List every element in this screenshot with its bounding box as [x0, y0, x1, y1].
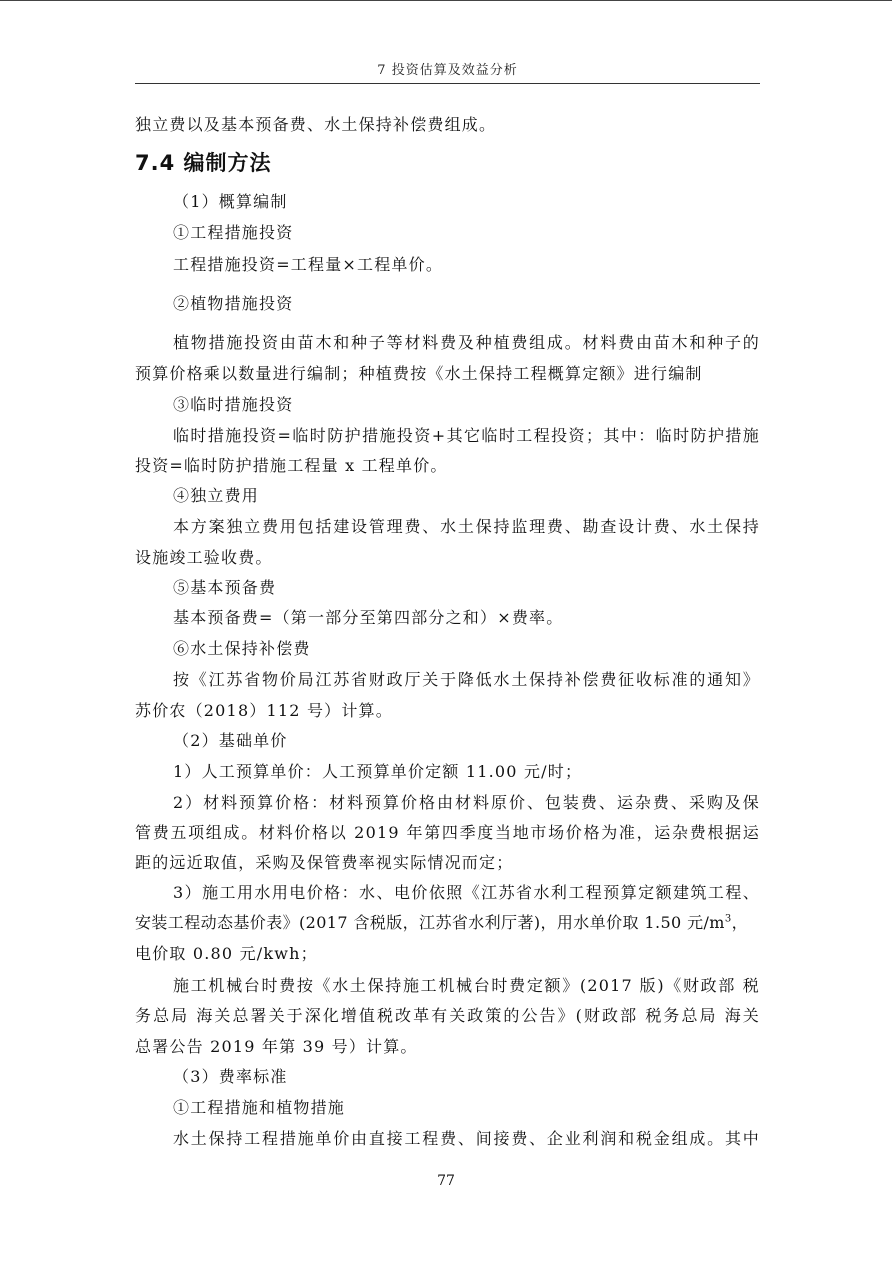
body-line: 1）人工预算单价：人工预算单价定额 11.00 元/时； [173, 762, 583, 781]
body-line: 设施竣工验收费。 [135, 548, 273, 567]
running-header: 7 投资估算及效益分析 [377, 63, 518, 78]
body-line: 3）施工用水用电价格：水、电价依照《江苏省水利工程预算定额建筑工程、 [173, 883, 760, 902]
superscript: 3 [724, 913, 732, 925]
body-line: 施工机械台时费按《水土保持施工机械台时费定额》(2017 版)《财政部 税 [173, 976, 760, 995]
body-line: 独立费以及基本预备费、水土保持补偿费组成。 [135, 115, 497, 134]
item-heading: ①工程措施和植物措施 [173, 1098, 346, 1117]
item-heading: ⑥水土保持补偿费 [173, 639, 311, 658]
body-line: 基本预备费=（第一部分至第四部分之和）×费率。 [173, 608, 564, 627]
body-line: 本方案独立费用包括建设管理费、水土保持监理费、勘查设计费、水土保持 [173, 517, 760, 536]
body-line: 2）材料预算价格：材料预算价格由材料原价、包装费、运杂费、采购及保 [173, 793, 760, 812]
item-heading: ③临时措施投资 [173, 395, 294, 414]
page-number: 77 [437, 1173, 455, 1189]
subheading-line: （3）费率标准 [173, 1067, 288, 1086]
item-heading: ①工程措施投资 [173, 223, 294, 242]
section-heading: 7.4 编制方法 [135, 151, 272, 175]
body-line: 投资=临时防护措施工程量 x 工程单价。 [135, 456, 448, 475]
body-line: 距的远近取值，采购及保管费率视实际情况而定； [135, 853, 514, 872]
top-border [0, 0, 892, 1]
body-line-text: 安装工程动态基价表》(2017 含税版，江苏省水利厅著)，用水单价取 1.50 元/m [135, 913, 725, 932]
body-line: 水土保持工程措施单价由直接工程费、间接费、企业利润和税金组成。其中 [173, 1129, 760, 1148]
item-heading: ②植物措施投资 [173, 294, 294, 313]
body-line: 预算价格乘以数量进行编制；种植费按《水土保持工程概算定额》进行编制 [135, 364, 703, 383]
body-line-text: ， [731, 913, 749, 932]
body-line: 植物措施投资由苗木和种子等材料费及种植费组成。材料费由苗木和种子的 [173, 333, 760, 352]
body-line: 工程措施投资=工程量×工程单价。 [173, 255, 444, 274]
subheading-line: （2）基础单价 [173, 731, 288, 750]
body-line: 务总局 海关总署关于深化增值税改革有关政策的公告》(财政部 税务总局 海关 [135, 1006, 760, 1025]
body-line: 管费五项组成。材料价格以 2019 年第四季度当地市场价格为准，运杂费根据运 [135, 823, 760, 842]
body-line [135, 913, 748, 933]
body-line: 临时措施投资=临时防护措施投资+其它临时工程投资；其中：临时防护措施 [173, 426, 760, 445]
subheading-line: （1）概算编制 [173, 192, 288, 211]
body-line: 苏价农（2018）112 号）计算。 [135, 701, 393, 720]
body-line: 电价取 0.80 元/kwh； [135, 944, 318, 963]
body-line: 按《江苏省物价局江苏省财政厅关于降低水土保持补偿费征收标准的通知》 [173, 670, 760, 689]
body-line: 总署公告 2019 年第 39 号）计算。 [135, 1037, 418, 1056]
item-heading: ④独立费用 [173, 486, 260, 505]
item-heading: ⑤基本预备费 [173, 578, 277, 597]
header-rule [135, 83, 760, 84]
